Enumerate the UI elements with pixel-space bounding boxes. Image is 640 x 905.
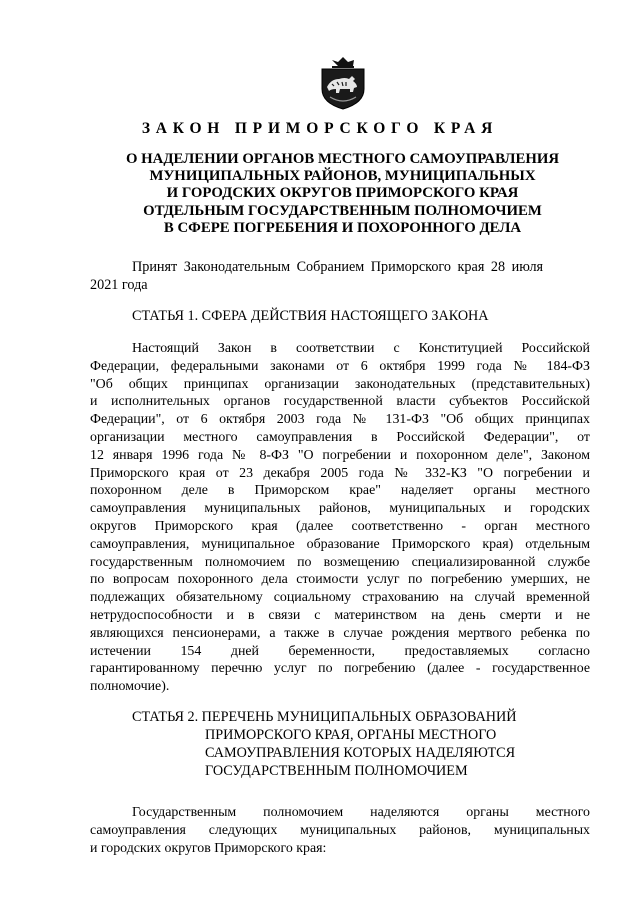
- law-heading: [60, 151, 625, 237]
- article-2-line: самоуправления следующих муниципальных районов, муниципальных: [90, 823, 590, 838]
- law-heading-line: О НАДЕЛЕНИИ ОРГАНОВ МЕСТНОГО САМОУПРАВЛЕНИЯ: [125, 151, 560, 167]
- article-1-line: государственным полномочием по возмещению специализированной службе: [90, 554, 590, 570]
- article-1-line: истечении 154 дней беременности, предоставляемых согласно: [90, 643, 590, 659]
- article-1-body: [90, 340, 590, 696]
- law-title: ЗАКОН ПРИМОРСКОГО КРАЯ: [141, 120, 499, 137]
- article-1-line: являющихся пенсионерами, а также в случае рождения мертвого ребенка по: [90, 625, 590, 641]
- law-heading-line: И ГОРОДСКИХ ОКРУГОВ ПРИМОРСКОГО КРАЯ: [166, 185, 519, 202]
- article-1-line: самоуправления, муниципальное образование Приморского края) отдельным: [90, 536, 590, 552]
- adoption-note-line: 2021 года: [90, 276, 148, 293]
- article-1-line: и исполнительных органов государственной власти субъектов Российской: [90, 394, 590, 410]
- article-2-title-line: СТАТЬЯ 2. ПЕРЕЧЕНЬ МУНИЦИПАЛЬНЫХ ОБРАЗОВАНИЙ: [132, 709, 517, 725]
- article-1-line: Федерации, федеральными законами от 6 октября 1999 года № 184-ФЗ: [90, 358, 590, 374]
- article-1-line: округов Приморского края (далее соответственно - орган местного: [90, 518, 590, 534]
- article-1-line: полномочие).: [90, 679, 170, 695]
- law-heading-line: В СФЕРЕ ПОГРЕБЕНИЯ И ПОХОРОННОГО ДЕЛА: [163, 219, 522, 236]
- article-1-line: Приморского края от 23 декабря 2005 года № 332-КЗ "О погребении и: [90, 465, 590, 481]
- article-2-title-line: ПРИМОРСКОГО КРАЯ, ОРГАНЫ МЕСТНОГО: [205, 727, 497, 743]
- adoption-note-line: Принят Законодательным Собранием Приморского края 28 июля: [132, 259, 544, 275]
- article-1-line: Настоящий Закон в соответствии с Конституцией Российской: [132, 341, 590, 356]
- article-2-line: и городских округов Приморского края:: [90, 841, 327, 856]
- article-1-line: нетрудоспособности и в связи с материнством на день смерти и не: [90, 607, 590, 623]
- article-2-title: [132, 708, 517, 780]
- article-2-body: [90, 804, 590, 858]
- article-1-line: Федерации", от 6 октября 2003 года № 131-ФЗ "Об общих принципах: [90, 412, 590, 428]
- article-1-line: самоуправления муниципальных районов, муниципальных и городских: [90, 501, 590, 517]
- article-1-line: похоронном деле в Приморском крае" наделяет органы местного: [90, 483, 590, 499]
- adoption-note: [90, 259, 590, 294]
- article-1-line: 12 января 1996 года № 8-ФЗ "О погребении и похоронном деле", Законом: [90, 447, 590, 463]
- article-2-title-line: САМОУПРАВЛЕНИЯ КОТОРЫХ НАДЕЛЯЮТСЯ: [205, 745, 516, 761]
- article-1-title: СТАТЬЯ 1. СФЕРА ДЕЙСТВИЯ НАСТОЯЩЕГО ЗАКОНА: [132, 308, 489, 324]
- article-1-line: организации местного самоуправления в Российской Федерации", от: [90, 429, 590, 445]
- article-1-line: по вопросам похоронного дела стоимости услуг по погребению умерших, не: [90, 572, 590, 588]
- article-2-title-line: ГОСУДАРСТВЕННЫМ ПОЛНОМОЧИЕМ: [205, 763, 468, 779]
- article-2-line: Государственным полномочием наделяются органы местного: [132, 805, 590, 820]
- primorsky-krai-coat-of-arms-icon: [318, 55, 368, 111]
- law-heading-line: МУНИЦИПАЛЬНЫХ РАЙОНОВ, МУНИЦИПАЛЬНЫХ: [149, 168, 536, 185]
- article-1-line: подлежащих обязательному социальному страхованию на случай временной: [90, 590, 590, 606]
- article-1-line: "Об общих принципах организации законодательных (представительных): [90, 376, 590, 392]
- law-heading-line: ОТДЕЛЬНЫМ ГОСУДАРСТВЕННЫМ ПОЛНОМОЧИЕМ: [143, 202, 542, 219]
- article-1-line: гарантированному перечню услуг по погребению (далее - государственное: [90, 661, 590, 677]
